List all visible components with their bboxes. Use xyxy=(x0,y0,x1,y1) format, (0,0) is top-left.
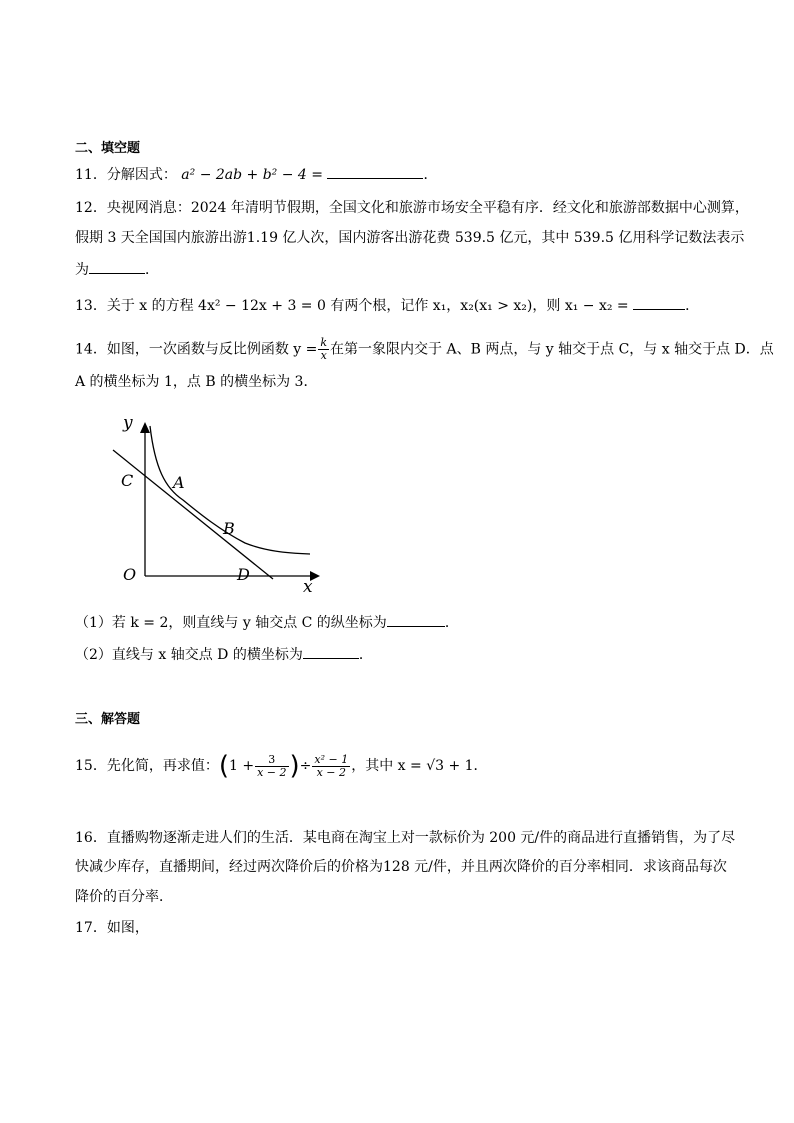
fraction-numerator: k xyxy=(320,336,328,349)
question-15 xyxy=(75,748,488,784)
q16-line-1: 16．直播购物逐渐走进人们的生活．某电商在淘宝上对一款标价为 200 元/件的商品进行直播销售，为了尽 xyxy=(75,830,736,846)
division-sign: ÷ xyxy=(299,758,312,774)
label-point-d: D xyxy=(237,565,250,584)
q14-sub1-end: ． xyxy=(444,615,459,631)
label-point-b: B xyxy=(223,519,235,538)
q12-line-3 xyxy=(75,259,159,280)
q15-tail: ，其中 x = √3 + 1． xyxy=(351,758,488,774)
section-title-solutions: 三、解答题 xyxy=(75,712,141,727)
label-x: x xyxy=(303,577,313,593)
q11-answer-blank xyxy=(327,164,423,179)
q15-one-plus: 1 + xyxy=(228,758,255,774)
q16-line-3: 降价的百分率． xyxy=(75,889,173,905)
label-point-a: A xyxy=(173,473,185,492)
q14-line-1 xyxy=(75,337,774,362)
q14-sub2-answer-blank xyxy=(303,644,359,659)
function-graph-figure xyxy=(105,408,325,593)
label-y: y xyxy=(123,413,133,433)
fraction-2-numerator: x² − 1 xyxy=(314,752,349,766)
q12-line-3-text: 为 xyxy=(75,262,89,278)
q11-end: ． xyxy=(423,167,438,183)
label-point-c: C xyxy=(121,471,134,490)
fraction-1-numerator: 3 xyxy=(255,754,288,767)
q14-line-1-end: 在第一象限内交于 A、B 两点，与 y 轴交于点 C，与 x 轴交于点 D．点 xyxy=(330,341,774,358)
y-axis-arrow xyxy=(140,422,150,433)
fraction-1-denominator: x − 2 xyxy=(257,765,287,779)
fraction-3-over-x-minus-2 xyxy=(255,754,288,779)
q14-sub2-text: （2）直线与 x 轴交点 D 的横坐标为 xyxy=(75,647,303,663)
q16-line-2: 快减少库存，直播期间，经过两次降价后的价格为128 元/件，并且两次降价的百分率相同．求该商品每次 xyxy=(75,859,727,875)
q14-subquestion-1 xyxy=(75,612,459,633)
q12-end: ． xyxy=(145,262,159,278)
section-title-fill-in: 二、填空题 xyxy=(75,141,141,156)
q15-text: 15．先化简，再求值： xyxy=(75,758,219,774)
q12-answer-blank xyxy=(89,259,145,274)
q13-end: ． xyxy=(685,298,700,314)
fraction-2-denominator: x − 2 xyxy=(316,765,347,779)
q14-subquestion-2 xyxy=(75,644,373,665)
q14-sub2-end: ． xyxy=(358,647,373,663)
q11-expression: a² − 2ab + b² − 4 = xyxy=(181,167,324,183)
fraction-k-over-x xyxy=(318,337,329,362)
left-paren: ( xyxy=(218,751,229,781)
question-17: 17．如图， xyxy=(75,920,149,936)
q12-line-1: 12．央视网消息：2024 年清明节假期，全国文化和旅游市场安全平稳有序．经文化和旅游部数据中心测算， xyxy=(75,200,749,216)
q11-text: 11．分解因式： xyxy=(75,167,177,183)
fraction-denominator: x xyxy=(320,349,327,362)
linear-function-line xyxy=(113,450,273,579)
q14-sub1-answer-blank xyxy=(387,612,445,627)
q14-line-1-start: 14．如图，一次函数与反比例函数 y = xyxy=(75,341,318,358)
q12-line-2: 假期 3 天全国国内旅游出游1.19 亿人次，国内游客出游花费 539.5 亿元，其中 539.5 亿用科学记数法表示 xyxy=(75,230,745,246)
question-11 xyxy=(75,164,437,185)
q13-text: 13．关于 x 的方程 4x² − 12x + 3 = 0 有两个根，记作 x₁，x₂(x₁ > x₂)，则 x₁ − x₂ = xyxy=(75,298,629,314)
q14-sub1-text: （1）若 k = 2，则直线与 y 轴交点 C 的纵坐标为 xyxy=(75,615,387,631)
label-origin: O xyxy=(123,565,137,584)
right-paren: ) xyxy=(289,751,300,781)
q14-line-2: A 的横坐标为 1，点 B 的横坐标为 3． xyxy=(75,374,318,390)
fraction-x2-minus-1-over-x-minus-2 xyxy=(312,754,350,779)
q13-answer-blank xyxy=(633,295,685,310)
question-13 xyxy=(75,295,699,316)
